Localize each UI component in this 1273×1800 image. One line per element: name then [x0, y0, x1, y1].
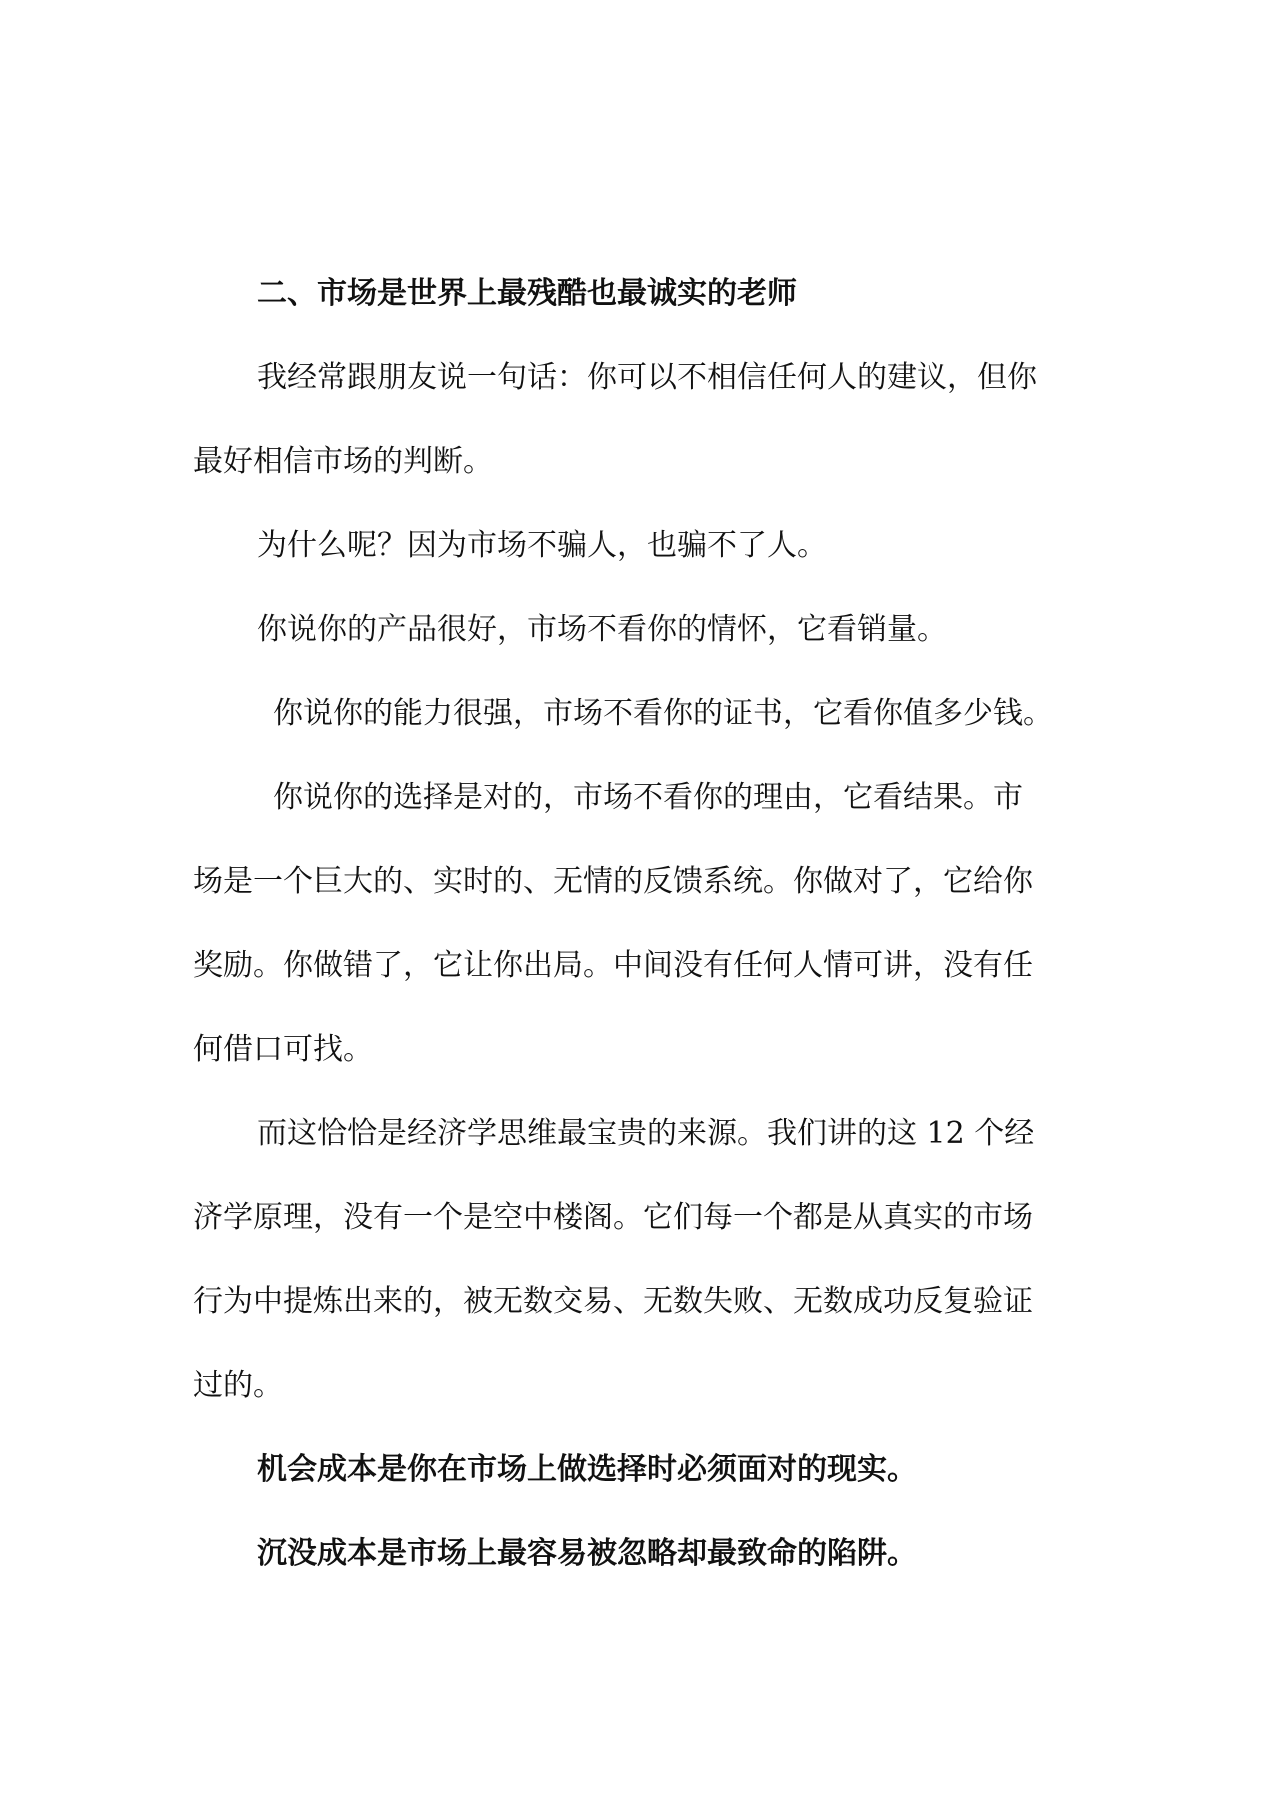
- paragraph-line: 奖励。你做错了，它让你出局。中间没有任何人情可讲，没有任: [193, 948, 1033, 983]
- paragraph-line: 过的。: [193, 1368, 283, 1403]
- paragraph-line: 你说你的产品很好，市场不看你的情怀，它看销量。: [257, 612, 947, 647]
- paragraph-line: 行为中提炼出来的，被无数交易、无数失败、无数成功反复验证: [193, 1284, 1033, 1319]
- paragraph-line: 你说你的能力很强，市场不看你的证书，它看你值多少钱。: [273, 696, 1053, 731]
- paragraph-line: 为什么呢？因为市场不骗人，也骗不了人。: [257, 528, 827, 563]
- section-heading: 二、市场是世界上最残酷也最诚实的老师: [257, 276, 797, 311]
- paragraph-line: 我经常跟朋友说一句话：你可以不相信任何人的建议，但你: [257, 360, 1037, 395]
- bold-statement: 沉没成本是市场上最容易被忽略却最致命的陷阱。: [257, 1536, 917, 1571]
- paragraph-line: 而这恰恰是经济学思维最宝贵的来源。我们讲的这 12 个经: [257, 1116, 1035, 1151]
- paragraph-line: 场是一个巨大的、实时的、无情的反馈系统。你做对了，它给你: [193, 864, 1033, 899]
- bold-statement: 机会成本是你在市场上做选择时必须面对的现实。: [257, 1452, 917, 1487]
- paragraph-line: 济学原理，没有一个是空中楼阁。它们每一个都是从真实的市场: [193, 1200, 1033, 1235]
- paragraph-line: 最好相信市场的判断。: [193, 444, 493, 479]
- paragraph-line: 何借口可找。: [193, 1032, 373, 1067]
- document-body: [193, 252, 1083, 1596]
- paragraph-line: 你说你的选择是对的，市场不看你的理由，它看结果。市: [273, 780, 1023, 815]
